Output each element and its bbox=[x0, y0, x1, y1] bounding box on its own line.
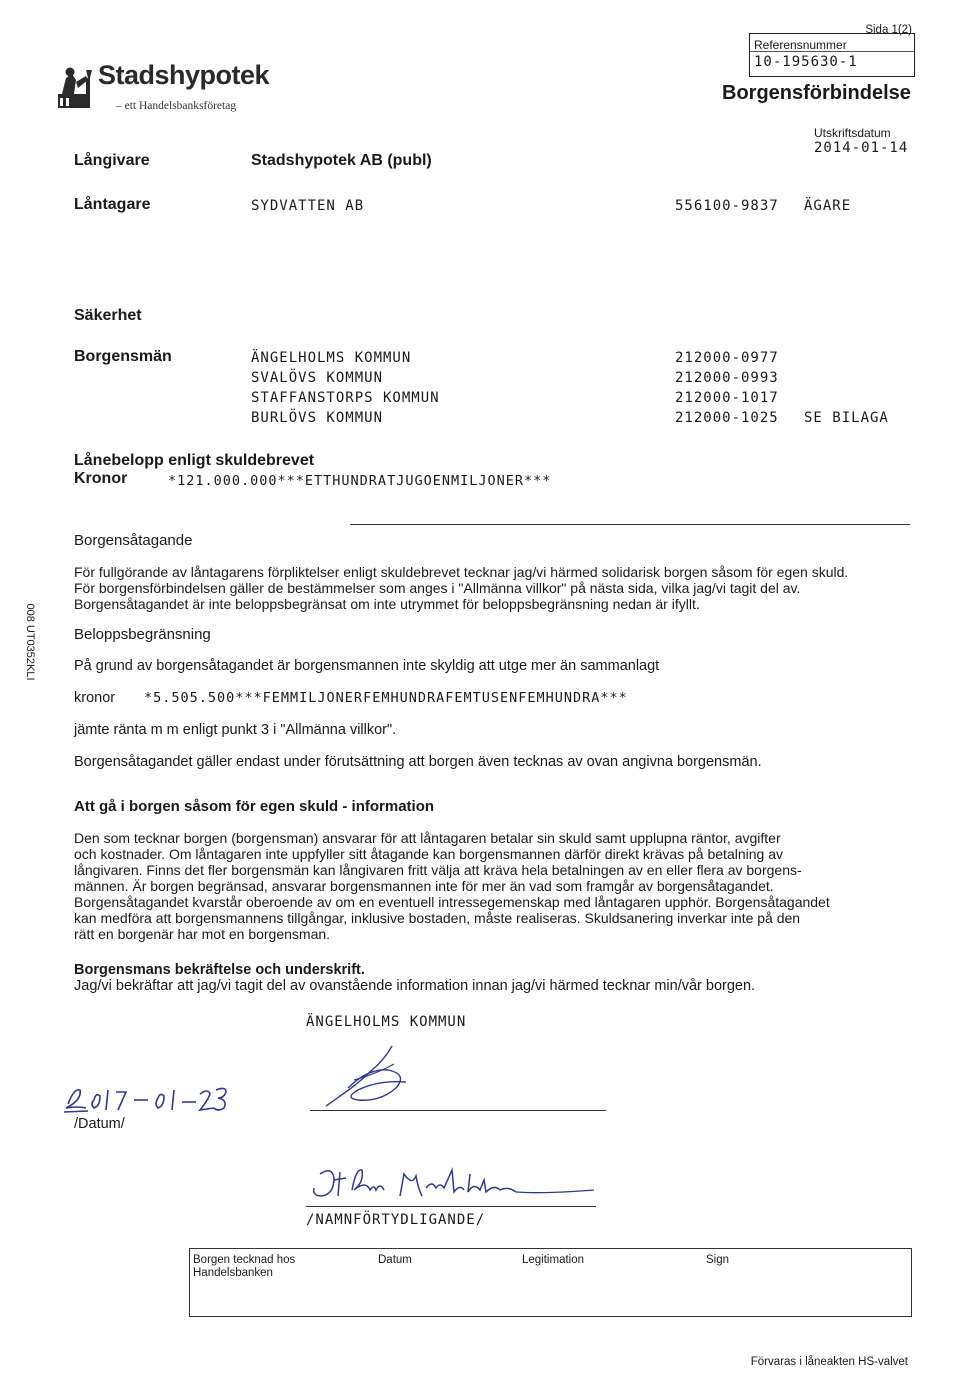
limit-condition-text: Borgensåtagandet gäller endast under förutsättning att borgen även tecknas av ovan angivna borgensmän. bbox=[74, 754, 762, 770]
bank-box-bank-name: Handelsbanken bbox=[193, 1267, 273, 1279]
loan-currency-label: Kronor bbox=[74, 470, 128, 487]
lender-label: Långivare bbox=[74, 152, 150, 169]
section-divider bbox=[350, 524, 910, 525]
bank-box-signed-at-label: Borgen tecknad hos bbox=[193, 1254, 296, 1266]
brand-subtitle: – ett Handelsbanksföretag bbox=[116, 100, 237, 112]
guarantor-name: SVALÖVS KOMMUN bbox=[251, 370, 384, 386]
info-line: rätt en borgenär har mot en borgensman. bbox=[74, 926, 331, 942]
limit-amount-value: *5.505.500***FEMMILJONERFEMHUNDRAFEMTUSENFEMHUNDRA*** bbox=[144, 690, 628, 706]
borrower-name: SYDVATTEN AB bbox=[251, 198, 365, 214]
info-line: och kostnader. Om låntagaren inte uppfyller sitt åtagande kan borgensmannen därför direkt krävas på betalning av bbox=[74, 846, 783, 862]
guarantor-org-number: 212000-0977 bbox=[675, 350, 779, 366]
borrower-role: ÄGARE bbox=[804, 198, 852, 214]
confirmation-heading: Borgensmans bekräftelse och underskrift. bbox=[74, 962, 365, 978]
loan-amount-value: *121.000.000***ETTHUNDRATJUGOENMILJONER*** bbox=[168, 473, 552, 489]
limit-currency-label: kronor bbox=[74, 690, 116, 706]
page-number: Sida 1(2) bbox=[865, 24, 912, 36]
handwritten-date bbox=[60, 1078, 235, 1116]
guarantor-org-number: 212000-1025 bbox=[675, 410, 779, 426]
info-line: långivaren. Finns det fler borgensmän kan långivaren fritt välja att kräva hela betalningen av en eller flera av borgens- bbox=[74, 862, 802, 878]
info-heading: Att gå i borgen såsom för egen skuld - information bbox=[74, 798, 435, 815]
name-clarification-label: /NAMNFÖRTYDLIGANDE/ bbox=[306, 1212, 486, 1228]
brand-name: Stadshypotek bbox=[98, 60, 270, 90]
borrower-label: Låntagare bbox=[74, 196, 151, 213]
reference-label: Referensnummer bbox=[754, 38, 847, 52]
margin-form-code: 008 UT0352KLI bbox=[24, 603, 36, 681]
guarantor-org-number: 212000-1017 bbox=[675, 390, 779, 406]
confirmation-text: Jag/vi bekräftar att jag/vi tagit del av ovanstående information innan jag/vi härmed tecknar min/vår borgen. bbox=[74, 978, 756, 994]
bank-box-sign-label: Sign bbox=[706, 1254, 730, 1266]
guarantors-label: Borgensmän bbox=[74, 348, 172, 365]
date-label: /Datum/ bbox=[74, 1116, 125, 1132]
signature-line bbox=[310, 1110, 606, 1111]
borrower-org-number: 556100-9837 bbox=[675, 198, 779, 214]
info-line: kan medföra att borgensmannens tillgångar, inklusive bostaden, måste realiseras. Skuldsanering inverkar inte på den bbox=[74, 910, 801, 926]
print-date-value: 2014-01-14 bbox=[814, 140, 909, 156]
commitment-line: Borgensåtagandet är inte beloppsbegränsat om inte utrymmet för beloppsbegränsning nedan är ifyllt. bbox=[74, 596, 700, 612]
commitment-line: För borgensförbindelsen gäller de bestämmelser som anges i "Allmänna villkor" på nästa sida, vilka jag/vi tagit del av. bbox=[74, 580, 801, 596]
bank-box-date-label: Datum bbox=[378, 1254, 412, 1266]
name-line bbox=[306, 1206, 596, 1207]
loan-amount-heading: Lånebelopp enligt skuldebrevet bbox=[74, 452, 315, 469]
reference-value: 10-195630-1 bbox=[754, 54, 858, 70]
limit-intro: På grund av borgensåtagandet är borgensmannen inte skyldig att utge mer än sammanlagt bbox=[74, 658, 660, 674]
storage-note: Förvaras i låneakten HS-valvet bbox=[750, 1356, 908, 1368]
limit-interest-text: jämte ränta m m enligt punkt 3 i "Allmänna villkor". bbox=[74, 722, 397, 738]
handwritten-signature bbox=[318, 1040, 428, 1112]
bank-box-id-label: Legitimation bbox=[522, 1254, 585, 1266]
commitment-line: För fullgörande av låntagarens förpliktelser enligt skuldebrevet tecknar jag/vi härmed solidarisk borgen såsom för egen skuld. bbox=[74, 564, 849, 580]
guarantor-name: STAFFANSTORPS KOMMUN bbox=[251, 390, 440, 406]
info-line: Den som tecknar borgen (borgensman) ansvarar för att låntagaren betalar sin skuld samt upplupna räntor, avgifter bbox=[74, 830, 781, 846]
guarantor-note: SE BILAGA bbox=[804, 410, 889, 426]
commitment-heading: Borgensåtagande bbox=[74, 532, 193, 549]
lender-value: Stadshypotek AB (publ) bbox=[251, 152, 432, 169]
print-date-label: Utskriftsdatum bbox=[814, 126, 891, 140]
handwritten-name bbox=[304, 1160, 604, 1208]
guarantor-name: ÄNGELHOLMS KOMMUN bbox=[251, 350, 412, 366]
document-title: Borgensförbindelse bbox=[722, 82, 911, 104]
info-line: männen. Är borgen begränsad, ansvarar borgensmannen inte för mer än vad som framgår av borgensåtagandet. bbox=[74, 878, 774, 894]
signer-name: ÄNGELHOLMS KOMMUN bbox=[306, 1014, 467, 1030]
guarantor-org-number: 212000-0993 bbox=[675, 370, 779, 386]
security-heading: Säkerhet bbox=[74, 307, 142, 324]
limit-heading: Beloppsbegränsning bbox=[74, 626, 211, 643]
info-line: Borgensåtagandet kvarstår oberoende av om en eventuell intressegemenskap med låntagaren upphör. Borgensåtagandet bbox=[74, 894, 830, 910]
stadshypotek-logo-icon bbox=[56, 64, 98, 110]
guarantor-name: BURLÖVS KOMMUN bbox=[251, 410, 384, 426]
